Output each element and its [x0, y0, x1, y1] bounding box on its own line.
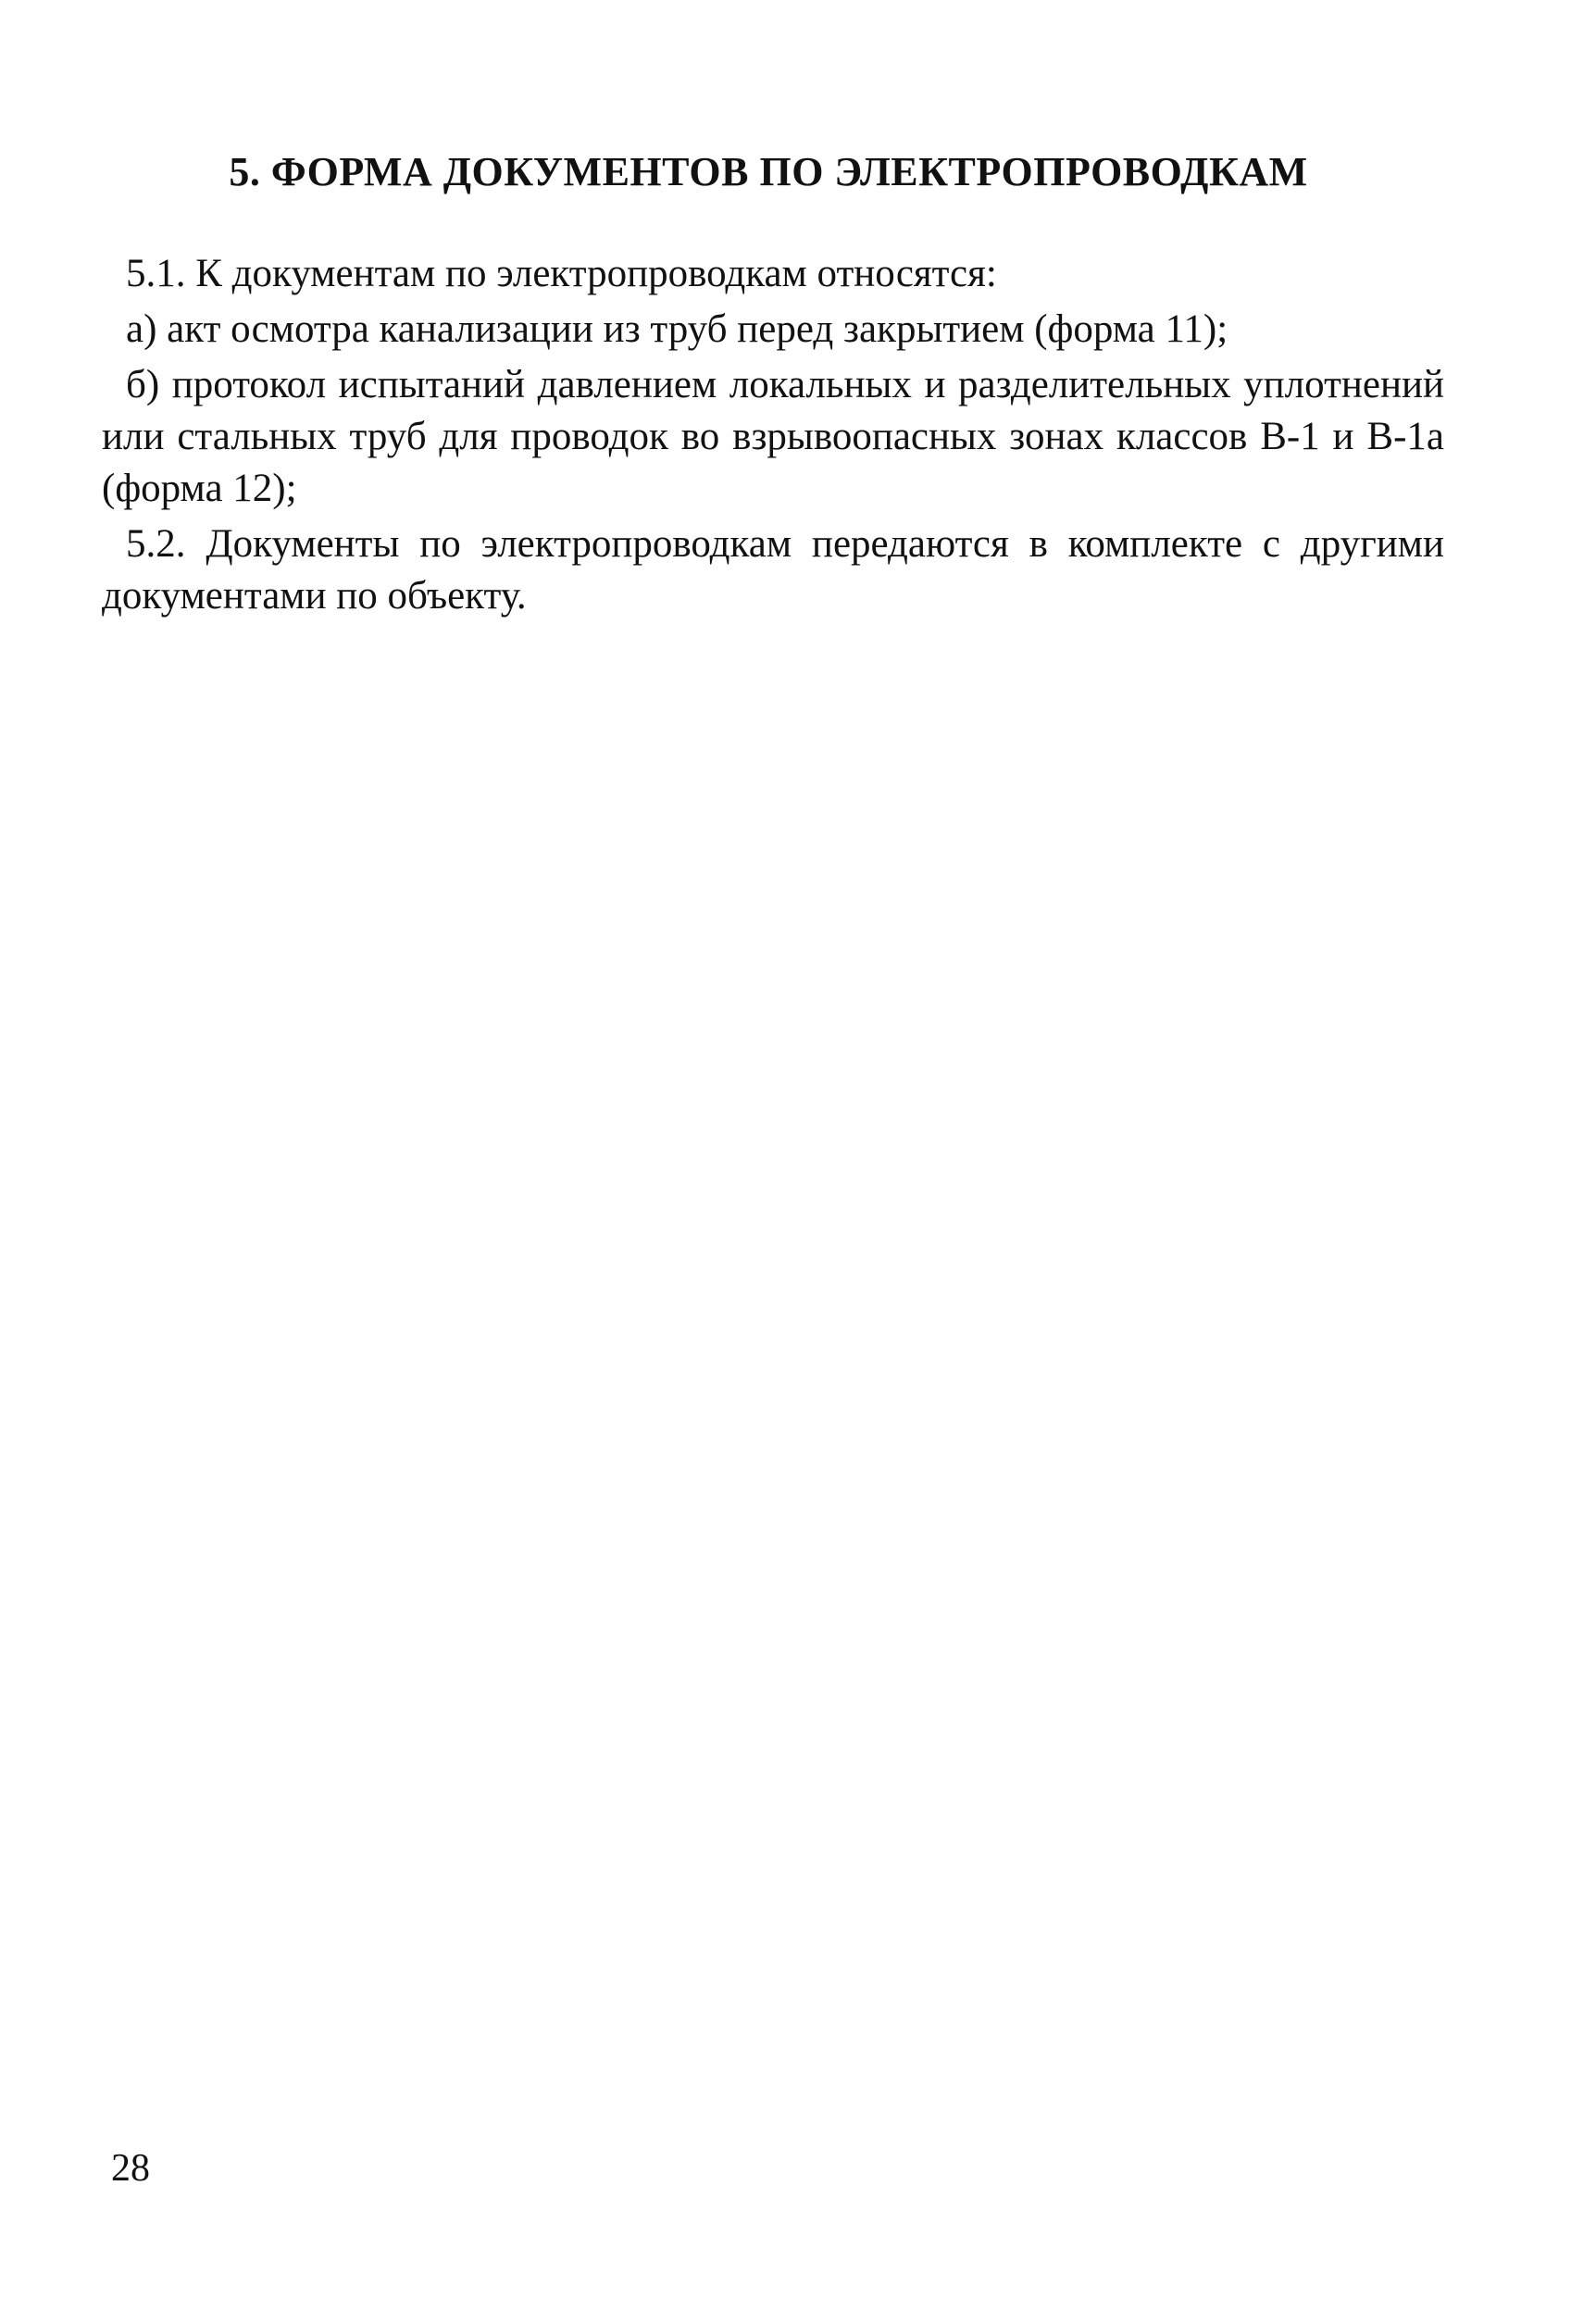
paragraph-item-b: б) протокол испытаний давлением локальных и разделительных уплотнений или стальных труб для проводок во взрывоопасных зонах классов В-1 и В-1а (форма 12);	[102, 363, 1444, 510]
paragraph-5-1: 5.1. К документам по электропроводкам относятся:	[126, 252, 997, 295]
paragraph-5-2: 5.2. Документы по электропроводкам передаются в комплекте с другими документами по объекту.	[102, 522, 1444, 618]
page-number: 28	[111, 2147, 150, 2190]
section-body	[102, 248, 1444, 626]
section-heading: 5. ФОРМА ДОКУМЕНТОВ ПО ЭЛЕКТРОПРОВОДКАМ	[229, 149, 1308, 194]
paragraph-item-a: а) акт осмотра канализации из труб перед закрытием (форма 11);	[126, 307, 1228, 351]
